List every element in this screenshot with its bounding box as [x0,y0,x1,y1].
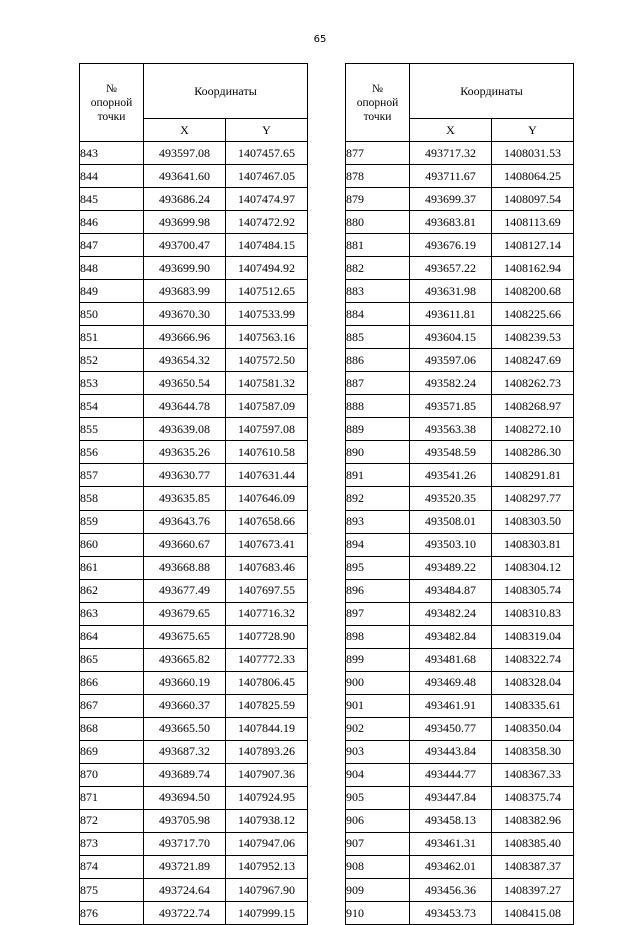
x-coordinate-cell: 493665.50 [144,717,226,740]
x-coordinate-cell: 493482.84 [410,625,492,648]
point-number-cell: 897 [346,602,410,625]
coordinates-table-right-body [346,142,574,925]
x-coordinate-cell: 493643.76 [144,510,226,533]
y-coordinate-cell: 1407772.33 [226,648,308,671]
y-coordinate-cell: 1407907.36 [226,763,308,786]
y-coordinate-cell: 1407999.15 [226,902,308,925]
x-coordinate-cell: 493444.77 [410,763,492,786]
table-row [346,257,574,280]
x-coordinate-cell: 493469.48 [410,671,492,694]
x-coordinate-cell: 493453.73 [410,902,492,925]
x-coordinate-cell: 493597.08 [144,142,226,165]
point-number-cell: 881 [346,234,410,257]
x-coordinate-cell: 493481.68 [410,648,492,671]
point-number-cell: 909 [346,879,410,902]
y-coordinate-cell: 1408031.53 [492,142,574,165]
table-row [346,740,574,763]
y-coordinate-cell: 1407494.92 [226,257,308,280]
point-number-cell: 899 [346,648,410,671]
x-coordinate-cell: 493520.35 [410,487,492,510]
coordinates-table-right [345,63,574,925]
y-coordinate-cell: 1408272.10 [492,418,574,441]
x-coordinate-cell: 493571.85 [410,395,492,418]
point-number-cell: 852 [80,349,144,372]
y-coordinate-cell: 1407697.55 [226,579,308,602]
y-coordinate-cell: 1407806.45 [226,671,308,694]
point-number-cell: 883 [346,280,410,303]
x-coordinate-cell: 493482.24 [410,602,492,625]
table-row [346,464,574,487]
y-coordinate-cell: 1407683.46 [226,556,308,579]
y-coordinate-cell: 1407938.12 [226,809,308,832]
x-coordinate-cell: 493461.91 [410,694,492,717]
y-coordinate-cell: 1407474.97 [226,188,308,211]
x-coordinate-cell: 493630.77 [144,464,226,487]
point-number-cell: 854 [80,395,144,418]
table-row [80,165,308,188]
point-number-cell: 844 [80,165,144,188]
point-number-cell: 875 [80,879,144,902]
y-coordinate-cell: 1408113.69 [492,211,574,234]
x-coordinate-cell: 493676.19 [410,234,492,257]
point-number-cell: 861 [80,556,144,579]
table-row [80,625,308,648]
point-number-cell: 906 [346,809,410,832]
x-coordinate-cell: 493641.60 [144,165,226,188]
table-row [346,303,574,326]
y-coordinate-cell: 1408322.74 [492,648,574,671]
table-row [346,211,574,234]
coordinates-header: Координаты [410,64,574,119]
y-coordinate-cell: 1408262.73 [492,372,574,395]
coordinates-header: Координаты [144,64,308,119]
table-row [346,326,574,349]
point-number-cell: 847 [80,234,144,257]
x-coordinate-cell: 493461.31 [410,832,492,855]
table-row [80,142,308,165]
point-number-cell: 871 [80,786,144,809]
x-coordinate-cell: 493724.64 [144,879,226,902]
point-number-cell: 868 [80,717,144,740]
point-number-cell: 893 [346,510,410,533]
point-number-cell: 856 [80,441,144,464]
point-number-cell: 888 [346,395,410,418]
y-coordinate-cell: 1407587.09 [226,395,308,418]
y-coordinate-cell: 1407512.65 [226,280,308,303]
x-coordinate-cell: 493447.84 [410,786,492,809]
y-coordinate-cell: 1408303.81 [492,533,574,556]
y-coordinate-cell: 1408319.04 [492,625,574,648]
y-coordinate-cell: 1408268.97 [492,395,574,418]
point-number-cell: 908 [346,855,410,878]
x-coordinate-cell: 493665.82 [144,648,226,671]
point-number-cell: 863 [80,602,144,625]
y-coordinate-cell: 1407728.90 [226,625,308,648]
table-row [346,556,574,579]
y-coordinate-cell: 1407952.13 [226,855,308,878]
table-row [80,395,308,418]
point-number-cell: 885 [346,326,410,349]
point-number-cell: 896 [346,579,410,602]
page-number: 65 [313,34,327,45]
point-number-cell: 874 [80,855,144,878]
table-row [346,441,574,464]
point-number-cell: 867 [80,694,144,717]
point-number-cell: 878 [346,165,410,188]
y-coordinate-cell: 1407844.19 [226,717,308,740]
x-coordinate-cell: 493717.70 [144,832,226,855]
table-row [346,694,574,717]
x-coordinate-cell: 493548.59 [410,441,492,464]
point-number-header-line1: № [106,82,117,95]
point-number-cell: 865 [80,648,144,671]
point-number-cell: 884 [346,303,410,326]
x-coordinate-cell: 493604.15 [410,326,492,349]
table-row [80,326,308,349]
point-number-cell: 898 [346,625,410,648]
y-column-header: Y [226,119,308,142]
table-row [80,418,308,441]
table-row [80,579,308,602]
x-coordinate-cell: 493660.19 [144,671,226,694]
y-coordinate-cell: 1407572.50 [226,349,308,372]
table-row [80,211,308,234]
table-row [346,349,574,372]
x-coordinate-cell: 493660.37 [144,694,226,717]
y-coordinate-cell: 1407457.65 [226,142,308,165]
table-row [80,602,308,625]
table-row [346,648,574,671]
point-number-cell: 900 [346,671,410,694]
y-coordinate-cell: 1407658.66 [226,510,308,533]
x-coordinate-cell: 493489.22 [410,556,492,579]
point-number-cell: 845 [80,188,144,211]
point-number-cell: 894 [346,533,410,556]
x-coordinate-cell: 493635.26 [144,441,226,464]
x-column-header: X [410,119,492,142]
x-coordinate-cell: 493644.78 [144,395,226,418]
x-coordinate-cell: 493657.22 [410,257,492,280]
x-coordinate-cell: 493686.24 [144,188,226,211]
table-row [80,441,308,464]
y-coordinate-cell: 1408200.68 [492,280,574,303]
x-coordinate-cell: 493450.77 [410,717,492,740]
coordinates-table-left-body [80,142,308,925]
point-number-cell: 889 [346,418,410,441]
x-coordinate-cell: 493484.87 [410,579,492,602]
point-number-cell: 848 [80,257,144,280]
y-coordinate-cell: 1408291.81 [492,464,574,487]
point-number-header-line2: опорной [90,96,133,109]
point-number-cell: 864 [80,625,144,648]
x-coordinate-cell: 493711.67 [410,165,492,188]
y-coordinate-cell: 1408335.61 [492,694,574,717]
x-coordinate-cell: 493635.85 [144,487,226,510]
table-row [80,280,308,303]
y-coordinate-cell: 1407893.26 [226,740,308,763]
y-coordinate-cell: 1407646.09 [226,487,308,510]
x-coordinate-cell: 493508.01 [410,510,492,533]
point-number-cell: 850 [80,303,144,326]
point-number-cell: 892 [346,487,410,510]
point-number-cell: 887 [346,372,410,395]
point-number-header-line2: опорной [356,96,399,109]
y-coordinate-cell: 1408305.74 [492,579,574,602]
point-number-header [80,64,144,142]
x-coordinate-cell: 493699.90 [144,257,226,280]
point-number-header-line1: № [372,82,383,95]
point-number-cell: 891 [346,464,410,487]
y-coordinate-cell: 1408247.69 [492,349,574,372]
y-coordinate-cell: 1408310.83 [492,602,574,625]
table-row [346,165,574,188]
table-row [346,395,574,418]
point-number-cell: 877 [346,142,410,165]
table-row [346,625,574,648]
point-number-cell: 843 [80,142,144,165]
x-coordinate-cell: 493597.06 [410,349,492,372]
table-row [346,188,574,211]
y-coordinate-cell: 1408297.77 [492,487,574,510]
y-coordinate-cell: 1408375.74 [492,786,574,809]
table-row [346,671,574,694]
point-number-cell: 903 [346,740,410,763]
table-row [80,303,308,326]
x-coordinate-cell: 493458.13 [410,809,492,832]
x-coordinate-cell: 493717.32 [410,142,492,165]
table-row [80,257,308,280]
table-row [80,879,308,902]
y-coordinate-cell: 1407581.32 [226,372,308,395]
table-row [346,602,574,625]
table-row [80,786,308,809]
y-coordinate-cell: 1407467.05 [226,165,308,188]
x-coordinate-cell: 493666.96 [144,326,226,349]
y-coordinate-cell: 1408387.37 [492,855,574,878]
y-coordinate-cell: 1408127.14 [492,234,574,257]
x-coordinate-cell: 493639.08 [144,418,226,441]
table-row [80,510,308,533]
table-row [80,349,308,372]
table-row [346,142,574,165]
point-number-cell: 872 [80,809,144,832]
table-row [346,717,574,740]
y-coordinate-cell: 1407673.41 [226,533,308,556]
x-coordinate-cell: 493443.84 [410,740,492,763]
point-number-cell: 857 [80,464,144,487]
table-row [80,717,308,740]
y-coordinate-cell: 1407825.59 [226,694,308,717]
point-number-cell: 907 [346,832,410,855]
point-number-cell: 866 [80,671,144,694]
y-coordinate-cell: 1408350.04 [492,717,574,740]
point-number-cell: 879 [346,188,410,211]
y-coordinate-cell: 1407484.15 [226,234,308,257]
table-row [346,418,574,441]
y-coordinate-cell: 1407924.95 [226,786,308,809]
x-coordinate-cell: 493670.30 [144,303,226,326]
x-coordinate-cell: 493687.32 [144,740,226,763]
y-coordinate-cell: 1408397.27 [492,879,574,902]
point-number-cell: 869 [80,740,144,763]
x-coordinate-cell: 493722.74 [144,902,226,925]
x-coordinate-cell: 493650.54 [144,372,226,395]
point-number-cell: 849 [80,280,144,303]
y-coordinate-cell: 1407563.16 [226,326,308,349]
y-coordinate-cell: 1408367.33 [492,763,574,786]
table-row [80,556,308,579]
x-coordinate-cell: 493675.65 [144,625,226,648]
y-coordinate-cell: 1407597.08 [226,418,308,441]
y-coordinate-cell: 1408239.53 [492,326,574,349]
table-row [80,832,308,855]
y-coordinate-cell: 1407631.44 [226,464,308,487]
point-number-header [346,64,410,142]
x-coordinate-cell: 493541.26 [410,464,492,487]
table-row [80,188,308,211]
table-row [80,694,308,717]
point-number-cell: 876 [80,902,144,925]
point-number-cell: 895 [346,556,410,579]
table-row [80,648,308,671]
table-row [346,809,574,832]
x-coordinate-cell: 493683.81 [410,211,492,234]
point-number-cell: 862 [80,579,144,602]
table-row [346,372,574,395]
table-row [80,372,308,395]
x-coordinate-cell: 493694.50 [144,786,226,809]
x-coordinate-cell: 493699.37 [410,188,492,211]
point-number-cell: 910 [346,902,410,925]
table-row [80,809,308,832]
x-coordinate-cell: 493668.88 [144,556,226,579]
x-coordinate-cell: 493699.98 [144,211,226,234]
table-row [80,464,308,487]
x-coordinate-cell: 493456.36 [410,879,492,902]
y-coordinate-cell: 1408303.50 [492,510,574,533]
table-row [80,487,308,510]
point-number-cell: 859 [80,510,144,533]
y-coordinate-cell: 1407967.90 [226,879,308,902]
table-row [80,234,308,257]
table-row [80,671,308,694]
point-number-cell: 880 [346,211,410,234]
coordinates-table-left [79,63,308,925]
table-row [346,280,574,303]
table-row [80,763,308,786]
table-row [346,832,574,855]
point-number-cell: 846 [80,211,144,234]
x-coordinate-cell: 493705.98 [144,809,226,832]
x-coordinate-cell: 493689.74 [144,763,226,786]
y-coordinate-cell: 1408286.30 [492,441,574,464]
point-number-cell: 904 [346,763,410,786]
y-coordinate-cell: 1408382.96 [492,809,574,832]
point-number-cell: 858 [80,487,144,510]
point-number-cell: 860 [80,533,144,556]
point-number-cell: 882 [346,257,410,280]
y-column-header: Y [492,119,574,142]
table-row [346,510,574,533]
x-coordinate-cell: 493631.98 [410,280,492,303]
y-coordinate-cell: 1407610.58 [226,441,308,464]
x-coordinate-cell: 493679.65 [144,602,226,625]
y-coordinate-cell: 1408328.04 [492,671,574,694]
y-coordinate-cell: 1408415.08 [492,902,574,925]
table-row [346,487,574,510]
point-number-header-line3: точки [97,110,126,123]
x-coordinate-cell: 493721.89 [144,855,226,878]
table-row [346,579,574,602]
table-row [80,855,308,878]
y-coordinate-cell: 1407472.92 [226,211,308,234]
x-coordinate-cell: 493611.81 [410,303,492,326]
point-number-cell: 902 [346,717,410,740]
x-coordinate-cell: 493660.67 [144,533,226,556]
point-number-cell: 901 [346,694,410,717]
point-number-cell: 870 [80,763,144,786]
table-row [80,740,308,763]
y-coordinate-cell: 1408304.12 [492,556,574,579]
table-row [346,786,574,809]
y-coordinate-cell: 1407533.99 [226,303,308,326]
point-number-cell: 853 [80,372,144,395]
table-row [346,763,574,786]
x-column-header: X [144,119,226,142]
x-coordinate-cell: 493582.24 [410,372,492,395]
point-number-cell: 855 [80,418,144,441]
point-number-cell: 905 [346,786,410,809]
y-coordinate-cell: 1407716.32 [226,602,308,625]
y-coordinate-cell: 1408064.25 [492,165,574,188]
table-row [346,234,574,257]
table-row [80,533,308,556]
x-coordinate-cell: 493563.38 [410,418,492,441]
point-number-header-line3: точки [363,110,392,123]
x-coordinate-cell: 493503.10 [410,533,492,556]
x-coordinate-cell: 493462.01 [410,855,492,878]
point-number-cell: 873 [80,832,144,855]
table-row [346,855,574,878]
y-coordinate-cell: 1408162.94 [492,257,574,280]
y-coordinate-cell: 1407947.06 [226,832,308,855]
x-coordinate-cell: 493683.99 [144,280,226,303]
x-coordinate-cell: 493654.32 [144,349,226,372]
point-number-cell: 890 [346,441,410,464]
point-number-cell: 851 [80,326,144,349]
x-coordinate-cell: 493677.49 [144,579,226,602]
table-row [346,879,574,902]
y-coordinate-cell: 1408097.54 [492,188,574,211]
table-row [346,533,574,556]
y-coordinate-cell: 1408225.66 [492,303,574,326]
y-coordinate-cell: 1408358.30 [492,740,574,763]
x-coordinate-cell: 493700.47 [144,234,226,257]
y-coordinate-cell: 1408385.40 [492,832,574,855]
point-number-cell: 886 [346,349,410,372]
